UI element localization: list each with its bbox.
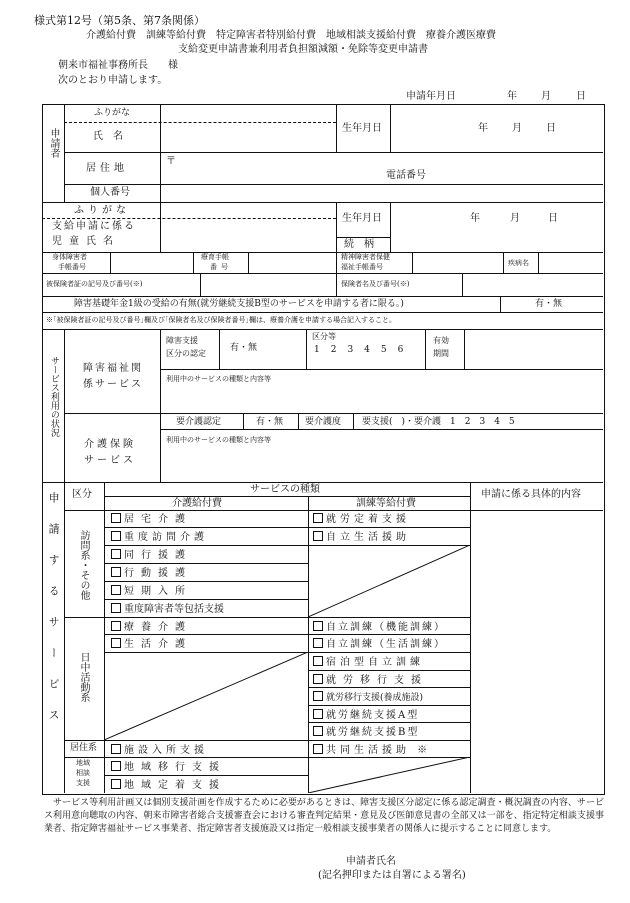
support-cert-label-1: 障害支援 (166, 336, 198, 345)
svc-shukuhaku[interactable]: 宿泊型自立訓練 (313, 656, 424, 668)
consent-text: サービス等利用計画又は個別支援計画を作成するために必要があるときは、障害支援区分認定に係る認定調査・概況調査の内容、サービス利用意向聴取の内容、朝来市障害者総合支援審査会における審査判定結果・意見及び医師意見書の全部又は一部を、指定特定相談支援事業者、指定障害福祉サービス事業者、指定障害者支援施設又は指定一般相談支援事業者の関係人に提示することに同意します。 (44, 798, 604, 834)
details-header: 申請に係る具体的内容 (481, 489, 581, 500)
svc-kyotaku[interactable]: 居宅介護 (111, 513, 192, 525)
checkbox-icon[interactable] (313, 709, 323, 719)
care-current-label: 利用中のサービスの種類と内容等 (166, 436, 271, 444)
intro-text: 次のとおり申請します。 (58, 75, 168, 86)
care-insurance-label: 介護保険サービス (84, 439, 136, 466)
checkbox-icon[interactable] (111, 603, 121, 613)
svc-chiiki-teichaku[interactable]: 地域定着支援 (111, 779, 226, 791)
checkbox-icon[interactable] (111, 513, 121, 523)
care-level-values[interactable]: 要支援( )・要介護 1 2 3 4 5 (362, 417, 515, 427)
pension-yes-no[interactable]: 有・無 (535, 299, 563, 309)
svc-chiiki-ikou[interactable]: 地域移行支援 (111, 761, 226, 773)
checkbox-icon[interactable] (111, 779, 121, 789)
service-type-header: サービスの種類 (250, 484, 320, 495)
applicant-birth-year: 年 (478, 123, 488, 134)
child-relation-label: 続 柄 (344, 239, 374, 250)
checkbox-icon[interactable] (313, 638, 323, 648)
child-furigana-field[interactable] (161, 203, 335, 217)
checkbox-icon[interactable] (313, 744, 323, 754)
date-label: 申請年月日 (406, 91, 456, 102)
svc-juudo-houmon[interactable]: 重度訪問介護 (111, 531, 208, 543)
rehab-handbook-label-1: 療育手帳 (201, 253, 229, 261)
care-benefit-header: 介護給付費 (172, 498, 222, 509)
valid-period-field[interactable] (465, 330, 602, 368)
class-label: 区分等 (312, 332, 336, 341)
training-benefit-header: 訓練等給付費 (356, 498, 416, 509)
group-local-label-1: 地域 (76, 759, 90, 767)
checkbox-icon[interactable] (111, 761, 121, 771)
applicant-address-label: 居住地 (86, 163, 128, 174)
child-label-1: 支給申請に係る (52, 221, 136, 232)
pension-question: 障害基礎年金1級の受給の有無(就労継続支援B型のサービスを申請する者に限る。) (74, 299, 404, 309)
local-diagonal (308, 757, 470, 793)
class-numbers[interactable]: 1 2 3 4 5 6 (314, 345, 405, 355)
group-local-label-2: 相談 (76, 769, 90, 777)
child-relation-field[interactable] (391, 238, 602, 251)
care-cert-label: 要介護認定 (176, 417, 222, 427)
svc-shisetsu-nyuusho[interactable]: 施設入所支援 (111, 744, 208, 756)
physical-handbook-label-2: 手帳番号 (58, 263, 86, 271)
signer-label: 申請者氏名 (346, 856, 396, 867)
valid-period-label-2: 期間 (433, 349, 449, 358)
checkbox-icon[interactable] (313, 726, 323, 736)
service-status-label: サービス利用の状況 (48, 356, 59, 437)
date-year: 年 (507, 91, 517, 102)
svc-kinou-kunren[interactable]: 自立訓練（機能訓練） (313, 621, 446, 633)
care-cert-yes-no[interactable]: 有・無 (256, 417, 284, 427)
visit-diagonal (308, 545, 470, 617)
applicant-section-label: 申請者 (48, 128, 59, 158)
disease-label: 疾病名 (508, 259, 529, 267)
checkbox-icon[interactable] (111, 585, 121, 595)
welfare-current-field[interactable] (161, 386, 602, 412)
day-diagonal (104, 652, 308, 740)
applicant-furigana-field[interactable] (161, 105, 335, 121)
svc-seikatsu-kunren[interactable]: 自立訓練（生活訓練） (313, 638, 446, 650)
checkbox-icon[interactable] (313, 656, 323, 666)
svc-koudou[interactable]: 行動援護 (111, 567, 192, 579)
insurance-note: ※｢被保険者証の記号及び番号｣欄及び｢保険者名及び保険者番号｣欄は、療養介護を申請する場合記入すること。 (46, 316, 396, 324)
date-day: 日 (576, 91, 586, 102)
svc-ryouyou[interactable]: 療養介護 (111, 621, 192, 633)
applicant-furigana-label: ふりがな (94, 108, 131, 118)
child-birthdate-label: 生年月日 (342, 213, 382, 224)
svc-kyoudou-seikatsu[interactable]: 共同生活援助 ※ (313, 744, 431, 756)
applicant-address-field[interactable] (161, 153, 602, 183)
disease-field[interactable] (539, 253, 602, 272)
phone-label: 電話番号 (386, 170, 426, 181)
checkbox-icon[interactable] (313, 691, 323, 701)
svc-shuurou-ikou[interactable]: 就労移行支援 (313, 674, 428, 686)
physical-handbook-field[interactable] (111, 253, 192, 272)
child-name-field[interactable] (161, 219, 335, 251)
rehab-handbook-label-2: 番号 (210, 263, 232, 271)
svc-seikatsu-kaigo[interactable]: 生活介護 (111, 638, 192, 650)
checkbox-icon[interactable] (313, 621, 323, 631)
checkbox-icon[interactable] (111, 638, 121, 648)
checkbox-icon[interactable] (313, 674, 323, 684)
svc-jiritsu-seikatsu[interactable]: 自立生活援助 (313, 531, 410, 543)
welfare-service-label: 障害福祉関係サービス (83, 363, 143, 390)
applicant-birthdate-field[interactable] (391, 105, 602, 151)
svc-tanki[interactable]: 短期入所 (111, 585, 192, 597)
applicant-birthdate-label: 生年月日 (342, 123, 382, 134)
svc-shuurou-ikou-yousei[interactable]: 就労移行支援(養成施設) (313, 691, 423, 703)
checkbox-icon[interactable] (111, 567, 121, 577)
valid-period-label-1: 有効 (433, 336, 449, 345)
form-number: 様式第12号（第5条、第7条関係） (34, 14, 205, 27)
addressee: 朝来市福祉事務所長 様 (58, 60, 178, 71)
svc-keizoku-b[interactable]: 就労継続支援B型 (313, 726, 419, 738)
personal-number-label: 個人番号 (90, 187, 130, 198)
group-local-label-3: 支援 (76, 779, 90, 787)
personal-number-field[interactable] (161, 185, 602, 201)
rehab-handbook-field[interactable] (249, 253, 335, 272)
signer-note: (記名押印または自署による署名) (318, 870, 466, 881)
group-day-label: 日中活動系 (78, 652, 89, 702)
checkbox-icon[interactable] (313, 513, 323, 523)
kubun-header: 区分 (72, 489, 92, 500)
welfare-current-label: 利用中のサービスの種類と内容等 (166, 375, 271, 383)
insurer-field[interactable] (463, 274, 602, 295)
svc-shuurou-teichaku[interactable]: 就労定着支援 (313, 513, 410, 525)
care-level-label: 要介護度 (305, 417, 342, 427)
checkbox-icon[interactable] (111, 549, 121, 559)
svc-doukou[interactable]: 同行援護 (111, 549, 192, 561)
support-cert-label-2: 区分の認定 (166, 349, 206, 358)
child-birth-month: 月 (510, 213, 520, 224)
signer-field[interactable] (410, 853, 600, 869)
checkbox-icon[interactable] (111, 621, 121, 631)
checkbox-icon[interactable] (313, 531, 323, 541)
group-visit-label: 訪問系・その他 (78, 530, 89, 600)
form-title-line2: 支給変更申請書兼利用者負担額減額・免除等変更申請書 (178, 44, 428, 55)
support-cert-yes-no[interactable]: 有・無 (230, 343, 258, 353)
child-birth-year: 年 (470, 213, 480, 224)
group-res-label: 居住系 (70, 743, 98, 753)
child-birth-day: 日 (548, 213, 558, 224)
applicant-name-field[interactable] (161, 123, 335, 151)
apply-section-label: 申請するサービス (47, 492, 61, 740)
insured-number-field[interactable] (201, 274, 335, 295)
insurer-label: 保険者名及び番号(※) (341, 280, 410, 288)
form-title-line1: 介護給付費 訓練等給付費 特定障害者特別給付費 地域相談支援給付費 療養介護医療費 (86, 30, 496, 41)
insured-number-label: 被保険者証の記号及び番号(※) (46, 280, 143, 288)
applicant-birth-day: 日 (546, 123, 556, 134)
details-field[interactable] (471, 511, 602, 792)
applicant-birth-month: 月 (512, 123, 522, 134)
checkbox-icon[interactable] (111, 744, 121, 754)
mental-handbook-field[interactable] (413, 253, 502, 272)
applicant-name-label: 氏 名 (93, 131, 123, 142)
care-current-field[interactable] (161, 447, 602, 481)
date-month: 月 (541, 91, 551, 102)
child-furigana-label: ふりがな (74, 205, 130, 216)
svc-keizoku-a[interactable]: 就労継続支援A型 (313, 709, 419, 721)
child-label-2: 児童氏名 (52, 236, 120, 247)
mental-handbook-label-2: 福祉手帳番号 (341, 263, 383, 271)
physical-handbook-label-1: 身体障害者 (52, 253, 87, 261)
postal-mark: 〒 (166, 156, 176, 167)
mental-handbook-label-1: 精神障害者保健 (341, 253, 390, 261)
checkbox-icon[interactable] (111, 531, 121, 541)
svc-juudo-houkatsu[interactable]: 重度障害者等包括支援 (111, 603, 224, 615)
